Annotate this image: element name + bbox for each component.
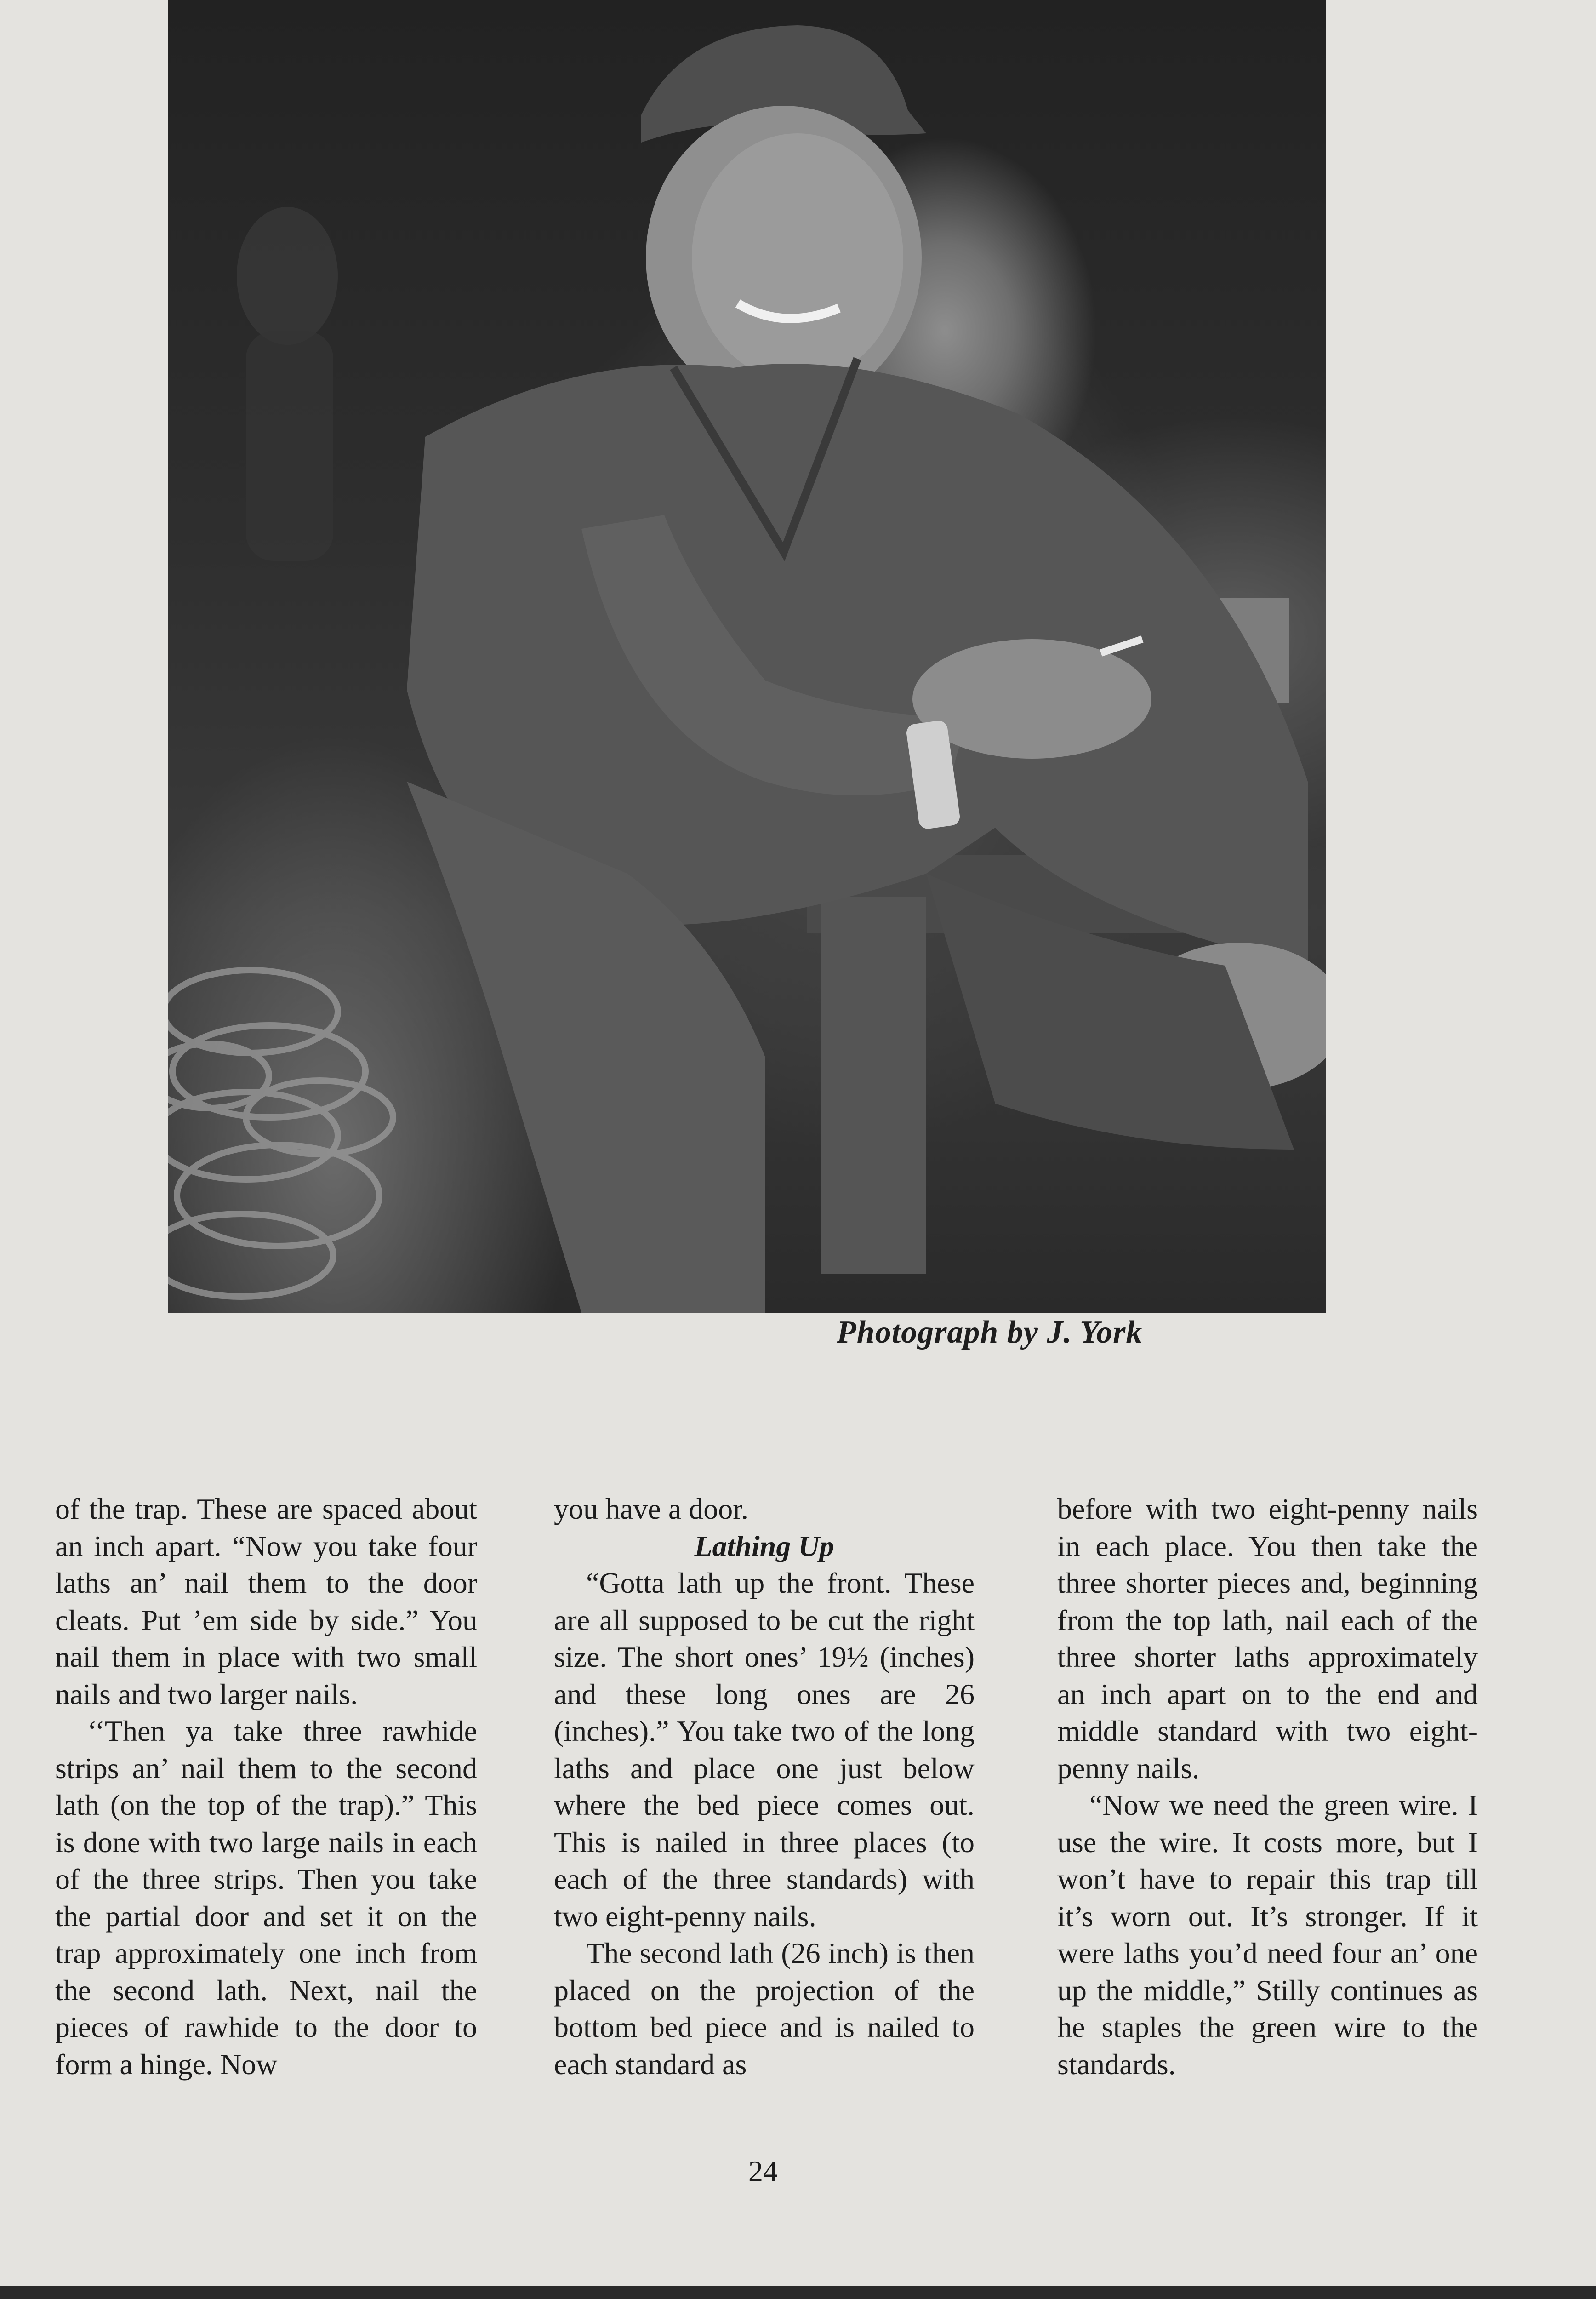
photograph-illustration [168,0,1326,1313]
column2-paragraph-1: you have a door. [554,1493,748,1525]
photo-caption: Photograph by J. York [837,1315,1143,1350]
column1-paragraph-2: ‘‘Then ya take three rawhide strips an’ nail them to the second lath (on the top of the trap).” This is done with two large nails in each of the three strips. Then you take the partial door and set it on the trap approximately one inch from the second lath. Next, nail the pieces of rawhide to the door to form a hinge. Now [55,1715,477,2081]
article-column-2 [554,1491,975,2083]
section-subheading: Lathing Up [694,1529,834,1562]
page-bottom-edge [0,2286,1596,2299]
article-column-3 [1057,1491,1478,2083]
column3-paragraph-1: before with two eight-penny nails in each place. You then take the three shorter pieces and, beginning from the top lath, nail each of the three shorter laths approximately an inch apart on to the end and middle standard with two eight-penny nails. [1057,1493,1478,1784]
article-column-1 [55,1491,477,2083]
page-number: 24 [748,2155,778,2187]
column1-paragraph-1: of the trap. These are spaced about an inch apart. “Now you take four laths an’ nail them to the door cleats. Put ’em side by side.” You nail them in place with two small nails and two larger nails. [55,1493,477,1710]
column2-paragraph-2: “Gotta lath up the front. These are all supposed to be cut the right size. The short ones’ 19½ (inches) and these long ones are 26 (inches).” You take two of the long laths and place one just below where the bed piece comes out. This is nailed in three places (to each of the three standards) with two eight-penny nails. [554,1567,975,1933]
photograph [168,0,1326,1313]
column2-paragraph-3: The second lath (26 inch) is then placed on the projection of the bottom bed piece and is nailed to each standard as [554,1937,975,2081]
column3-paragraph-2: “Now we need the green wire. I use the wire. It costs more, but I won’t have to repair this trap till it’s worn out. It’s stronger. If it were laths you’d need four an’ one up the middle,” Stilly continues as he staples the green wire to the standards. [1057,1789,1478,2081]
